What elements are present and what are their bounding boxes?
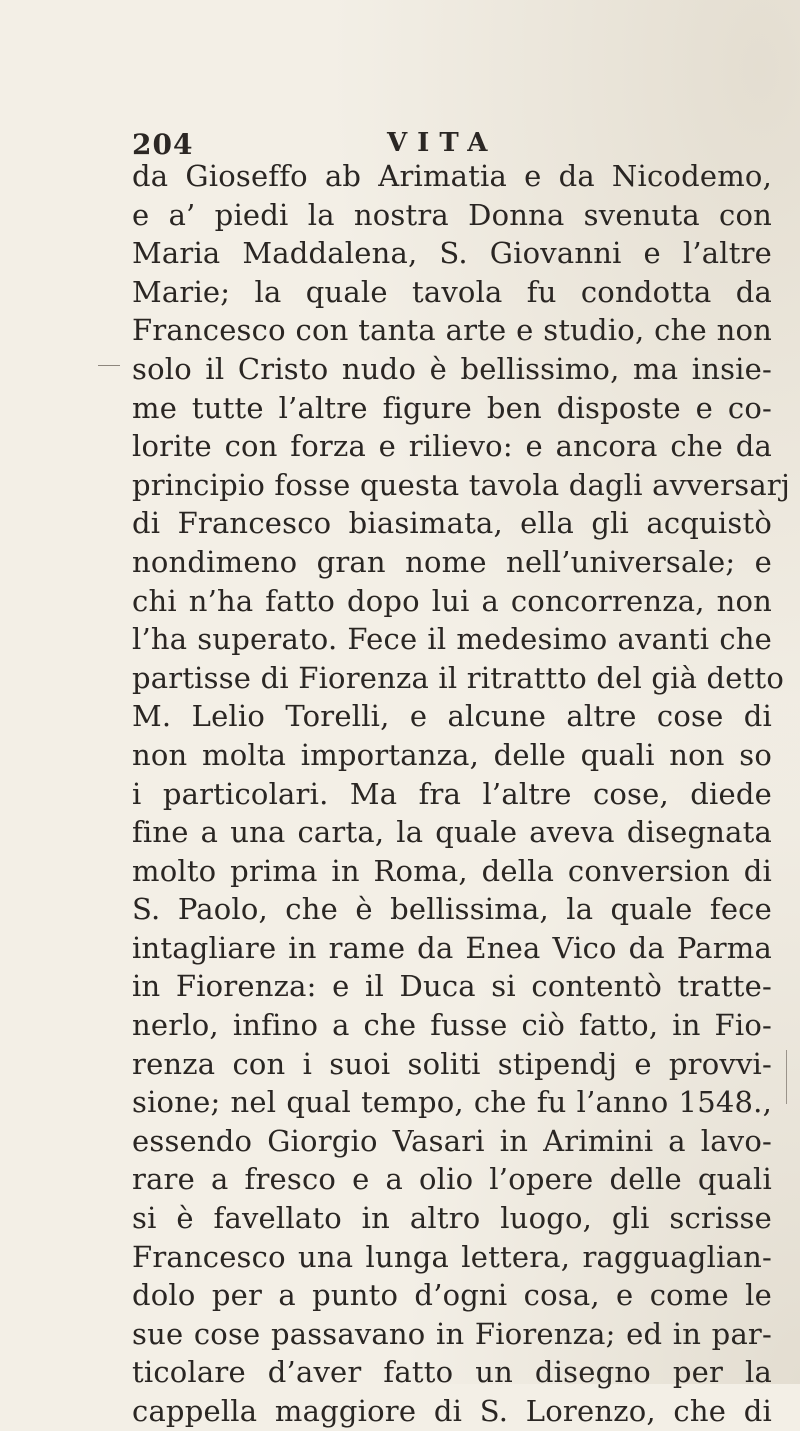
text-line: solo il Cristo nudo è bellissimo, ma insie- xyxy=(132,351,772,386)
text-line: sione; nel qual tempo, che fu l’anno 1548., xyxy=(132,1085,772,1120)
text-line: ticolare d’aver fatto un disegno per la xyxy=(132,1355,772,1390)
running-head: VITA xyxy=(387,128,498,158)
text-line: rare a fresco e a olio l’opere delle quali xyxy=(132,1162,772,1197)
right-edge-mark xyxy=(786,1050,787,1104)
text-line: principio fosse questa tavola dagli avversarj xyxy=(132,467,791,502)
text-line: in Fiorenza: e il Duca si contentò tratte- xyxy=(132,969,772,1004)
text-line: Maria Maddalena, S. Giovanni e l’altre xyxy=(132,236,772,271)
text-line: i particolari. Ma fra l’altre cose, diede xyxy=(132,776,772,811)
text-line: non molta importanza, delle quali non so xyxy=(132,737,772,772)
text-line: partisse di Fiorenza il ritrattto del già detto xyxy=(132,660,785,695)
text-line: nerlo, infino a che fusse ciò fatto, in Fio- xyxy=(132,1008,772,1043)
text-line: sue cose passavano in Fiorenza; ed in par- xyxy=(132,1316,772,1351)
body-text xyxy=(132,157,791,1431)
text-line: me tutte l’altre figure ben disposte e co- xyxy=(132,390,772,425)
text-line: essendo Giorgio Vasari in Arimini a lavo- xyxy=(132,1123,772,1158)
text-line: cappella maggiore di S. Lorenzo, che di xyxy=(132,1394,772,1428)
text-line: l’ha superato. Fece il medesimo avanti che xyxy=(132,622,772,657)
text-line: Francesco con tanta arte e studio, che non xyxy=(132,313,772,348)
text-line: si è favellato in altro luogo, gli scrisse xyxy=(132,1201,772,1236)
text-line: Francesco una lunga lettera, ragguaglian- xyxy=(132,1239,772,1274)
text-line: Marie; la quale tavola fu condotta da xyxy=(132,274,772,309)
text-line: dolo per a punto d’ogni cosa, e come le xyxy=(132,1278,772,1313)
margin-mark xyxy=(98,365,120,367)
text-line: M. Lelio Torelli, e alcune altre cose di xyxy=(132,699,772,734)
text-line: lorite con forza e rilievo: e ancora che da xyxy=(132,429,772,464)
text-line: da Gioseffo ab Arimatia e da Nicodemo, xyxy=(132,159,772,193)
text-line: di Francesco biasimata, ella gli acquistò xyxy=(132,506,772,541)
text-line: chi n’ha fatto dopo lui a concorrenza, non xyxy=(132,583,772,618)
text-line: S. Paolo, che è bellissima, la quale fece xyxy=(132,892,772,927)
text-line: intagliare in rame da Enea Vico da Parma xyxy=(132,930,772,965)
page-number: 204 xyxy=(132,128,194,161)
text-line: renza con i suoi soliti stipendj e provvi- xyxy=(132,1046,772,1081)
text-line: e a’ piedi la nostra Donna svenuta con xyxy=(132,197,772,232)
text-line: molto prima in Roma, della conversion di xyxy=(132,853,772,888)
text-line: fine a una carta, la quale aveva disegnata xyxy=(132,815,772,850)
text-line: nondimeno gran nome nell’universale; e xyxy=(132,544,772,579)
